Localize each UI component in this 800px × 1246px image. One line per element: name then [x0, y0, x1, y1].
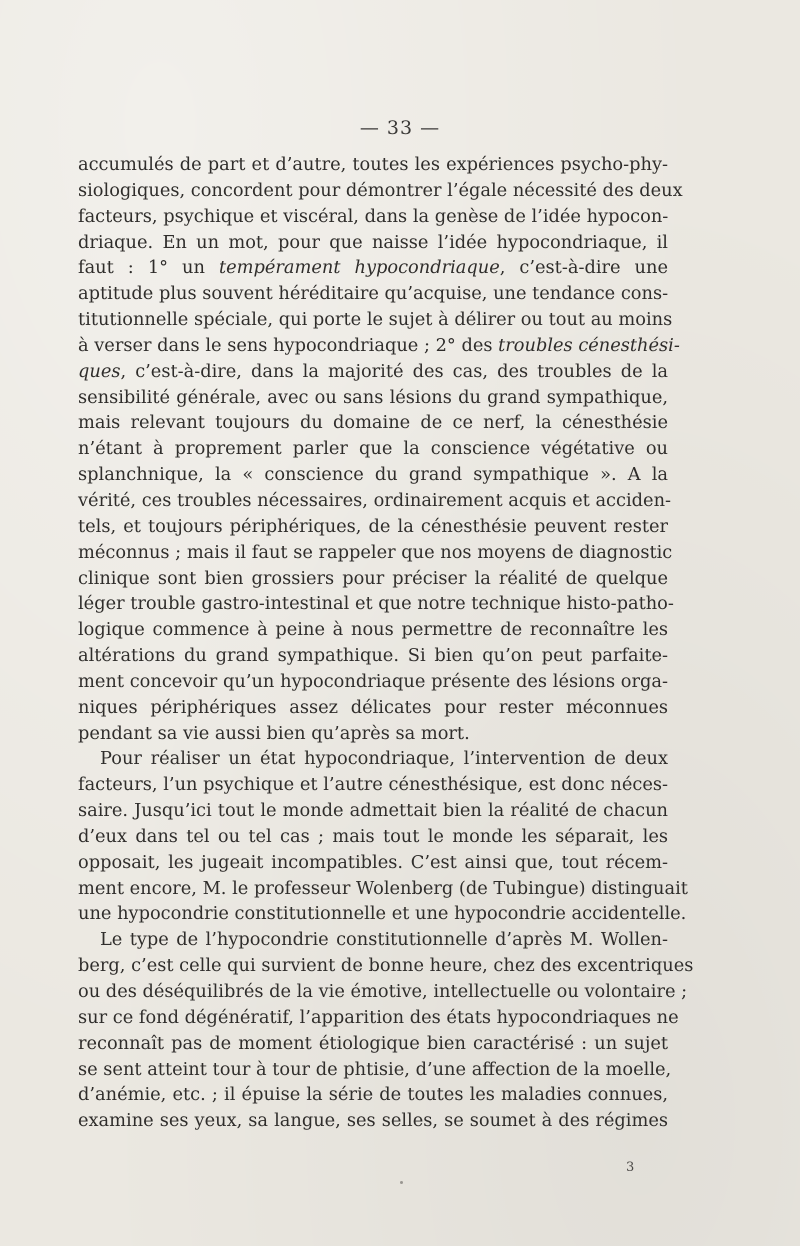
text-line [78, 152, 668, 178]
text-line [78, 410, 668, 436]
text-run: Pour réaliser un état hypocondriaque, l’intervention de deux [100, 748, 668, 770]
italic-term: tempérament hypocondriaque [218, 257, 500, 279]
text-run: facteurs, l’un psychique et l’autre cénesthésique, est donc néces- [78, 774, 668, 796]
text-line [78, 1082, 668, 1108]
italic-term: ques [78, 360, 121, 382]
text-line [78, 824, 668, 850]
text-run: faut : 1° un [78, 257, 219, 279]
text-run: aptitude plus souvent héréditaire qu’acquise, une tendance cons- [78, 283, 669, 305]
text-run: logique commence à peine à nous permettre de reconnaître les [78, 619, 668, 641]
ink-speck [400, 1181, 403, 1184]
text-line [78, 669, 668, 695]
text-run: accumulés de part et d’autre, toutes les expériences psycho-phy- [78, 154, 668, 175]
text-line [78, 1108, 668, 1134]
text-line [78, 953, 694, 979]
text-run: siologiques, concordent pour démontrer l’égale nécessité des deux [78, 179, 683, 201]
text-run: tels, et toujours périphériques, de la cénesthésie peuvent rester [78, 515, 668, 537]
text-run: ou des déséquilibrés de la vie émotive, intellectuelle ou volontaire ; [78, 981, 688, 1002]
text-line [78, 178, 683, 204]
text-run: une hypocondrie constitutionnelle et une hypocondrie accidentelle. [78, 903, 687, 925]
text-run: , c’est-à-dire une [499, 257, 668, 279]
italic-term: troubles cénesthési- [498, 334, 680, 356]
text-run: léger trouble gastro-intestinal et que notre technique histo-patho- [78, 593, 674, 615]
text-line [78, 1005, 679, 1031]
text-line [78, 746, 668, 772]
text-run: examine ses yeux, sa langue, ses selles, se soumet à des régimes [78, 1110, 668, 1132]
text-line [78, 462, 668, 488]
text-run: driaque. En un mot, pour que naisse l’idée hypocondriaque, il [78, 231, 668, 253]
text-run: Le type de l’hypocondrie constitutionnelle d’après M. Wollen- [100, 929, 668, 951]
text-line [78, 1057, 672, 1083]
text-run: splanchnique, la « conscience du grand sympathique ». A la [78, 464, 668, 486]
text-line [78, 333, 680, 359]
text-line [78, 695, 668, 721]
text-line [78, 901, 687, 927]
text-run: ment encore, M. le professeur Wolenberg (de Tubingue) distinguait [78, 877, 688, 899]
text-run: opposait, les jugeait incompatibles. C’est ainsi que, tout récem- [78, 851, 668, 873]
text-run: mais relevant toujours du domaine de ce nerf, la cénesthésie [78, 412, 668, 434]
body-text [78, 152, 694, 1134]
text-line [78, 230, 668, 256]
text-run: reconnaît pas de moment étiologique bien caractérisé : un sujet [78, 1032, 668, 1054]
text-run: berg, c’est celle qui survient de bonne heure, chez des excentriques [78, 955, 694, 977]
text-run: , c’est-à-dire, dans la majorité des cas, des troubles de la [120, 360, 668, 382]
text-line [78, 979, 688, 1005]
text-run: titutionnelle spéciale, qui porte le sujet à délirer ou tout au moins [78, 309, 673, 331]
text-line [78, 540, 673, 566]
text-run: pendant sa vie aussi bien qu’après sa mort. [78, 722, 470, 744]
text-run: méconnus ; mais il faut se rappeler que nos moyens de diagnostic [78, 541, 673, 563]
text-line [78, 643, 668, 669]
text-line [78, 772, 668, 798]
text-line [78, 721, 668, 747]
text-line [78, 385, 668, 411]
text-line [78, 850, 668, 876]
text-line [78, 488, 672, 514]
text-line [78, 1031, 668, 1057]
text-line [78, 591, 674, 617]
text-run: altérations du grand sympathique. Si bien qu’on peut parfaite- [78, 645, 668, 667]
page-number: — 33 — [359, 117, 441, 139]
text-run: clinique sont bien grossiers pour préciser la réalité de quelque [78, 567, 668, 589]
text-run: à verser dans le sens hypocondriaque ; 2° des [78, 334, 499, 356]
text-line [78, 204, 668, 230]
text-run: facteurs, psychique et viscéral, dans la genèse de l’idée hypocon- [78, 205, 669, 227]
text-line [78, 617, 668, 643]
text-line [78, 436, 668, 462]
text-run: niques périphériques assez délicates pour rester méconnues [78, 696, 668, 718]
text-run: vérité, ces troubles nécessaires, ordinairement acquis et acciden- [78, 489, 672, 511]
text-line [78, 514, 668, 540]
text-line [78, 876, 688, 902]
signature-mark: 3 [626, 1160, 635, 1175]
text-line [78, 307, 673, 333]
text-line [78, 566, 668, 592]
text-line [78, 927, 668, 953]
text-run: sur ce fond dégénératif, l’apparition des états hypocondriaques ne [78, 1006, 679, 1028]
text-line [78, 798, 668, 824]
text-run: d’anémie, etc. ; il épuise la série de toutes les maladies connues, [78, 1084, 668, 1106]
text-run: sensibilité générale, avec ou sans lésions du grand sympathique, [78, 386, 668, 408]
text-run: n’étant à proprement parler que la conscience végétative ou [78, 438, 668, 460]
text-line [78, 281, 668, 307]
text-run: saire. Jusqu’ici tout le monde admettait bien la réalité de chacun [78, 800, 668, 822]
text-line [78, 255, 668, 281]
text-line [78, 359, 668, 385]
text-run: ment concevoir qu’un hypocondriaque présente des lésions orga- [78, 670, 668, 692]
text-run: se sent atteint tour à tour de phtisie, d’une affection de la moelle, [78, 1058, 672, 1080]
text-run: d’eux dans tel ou tel cas ; mais tout le monde les séparait, les [78, 825, 668, 847]
